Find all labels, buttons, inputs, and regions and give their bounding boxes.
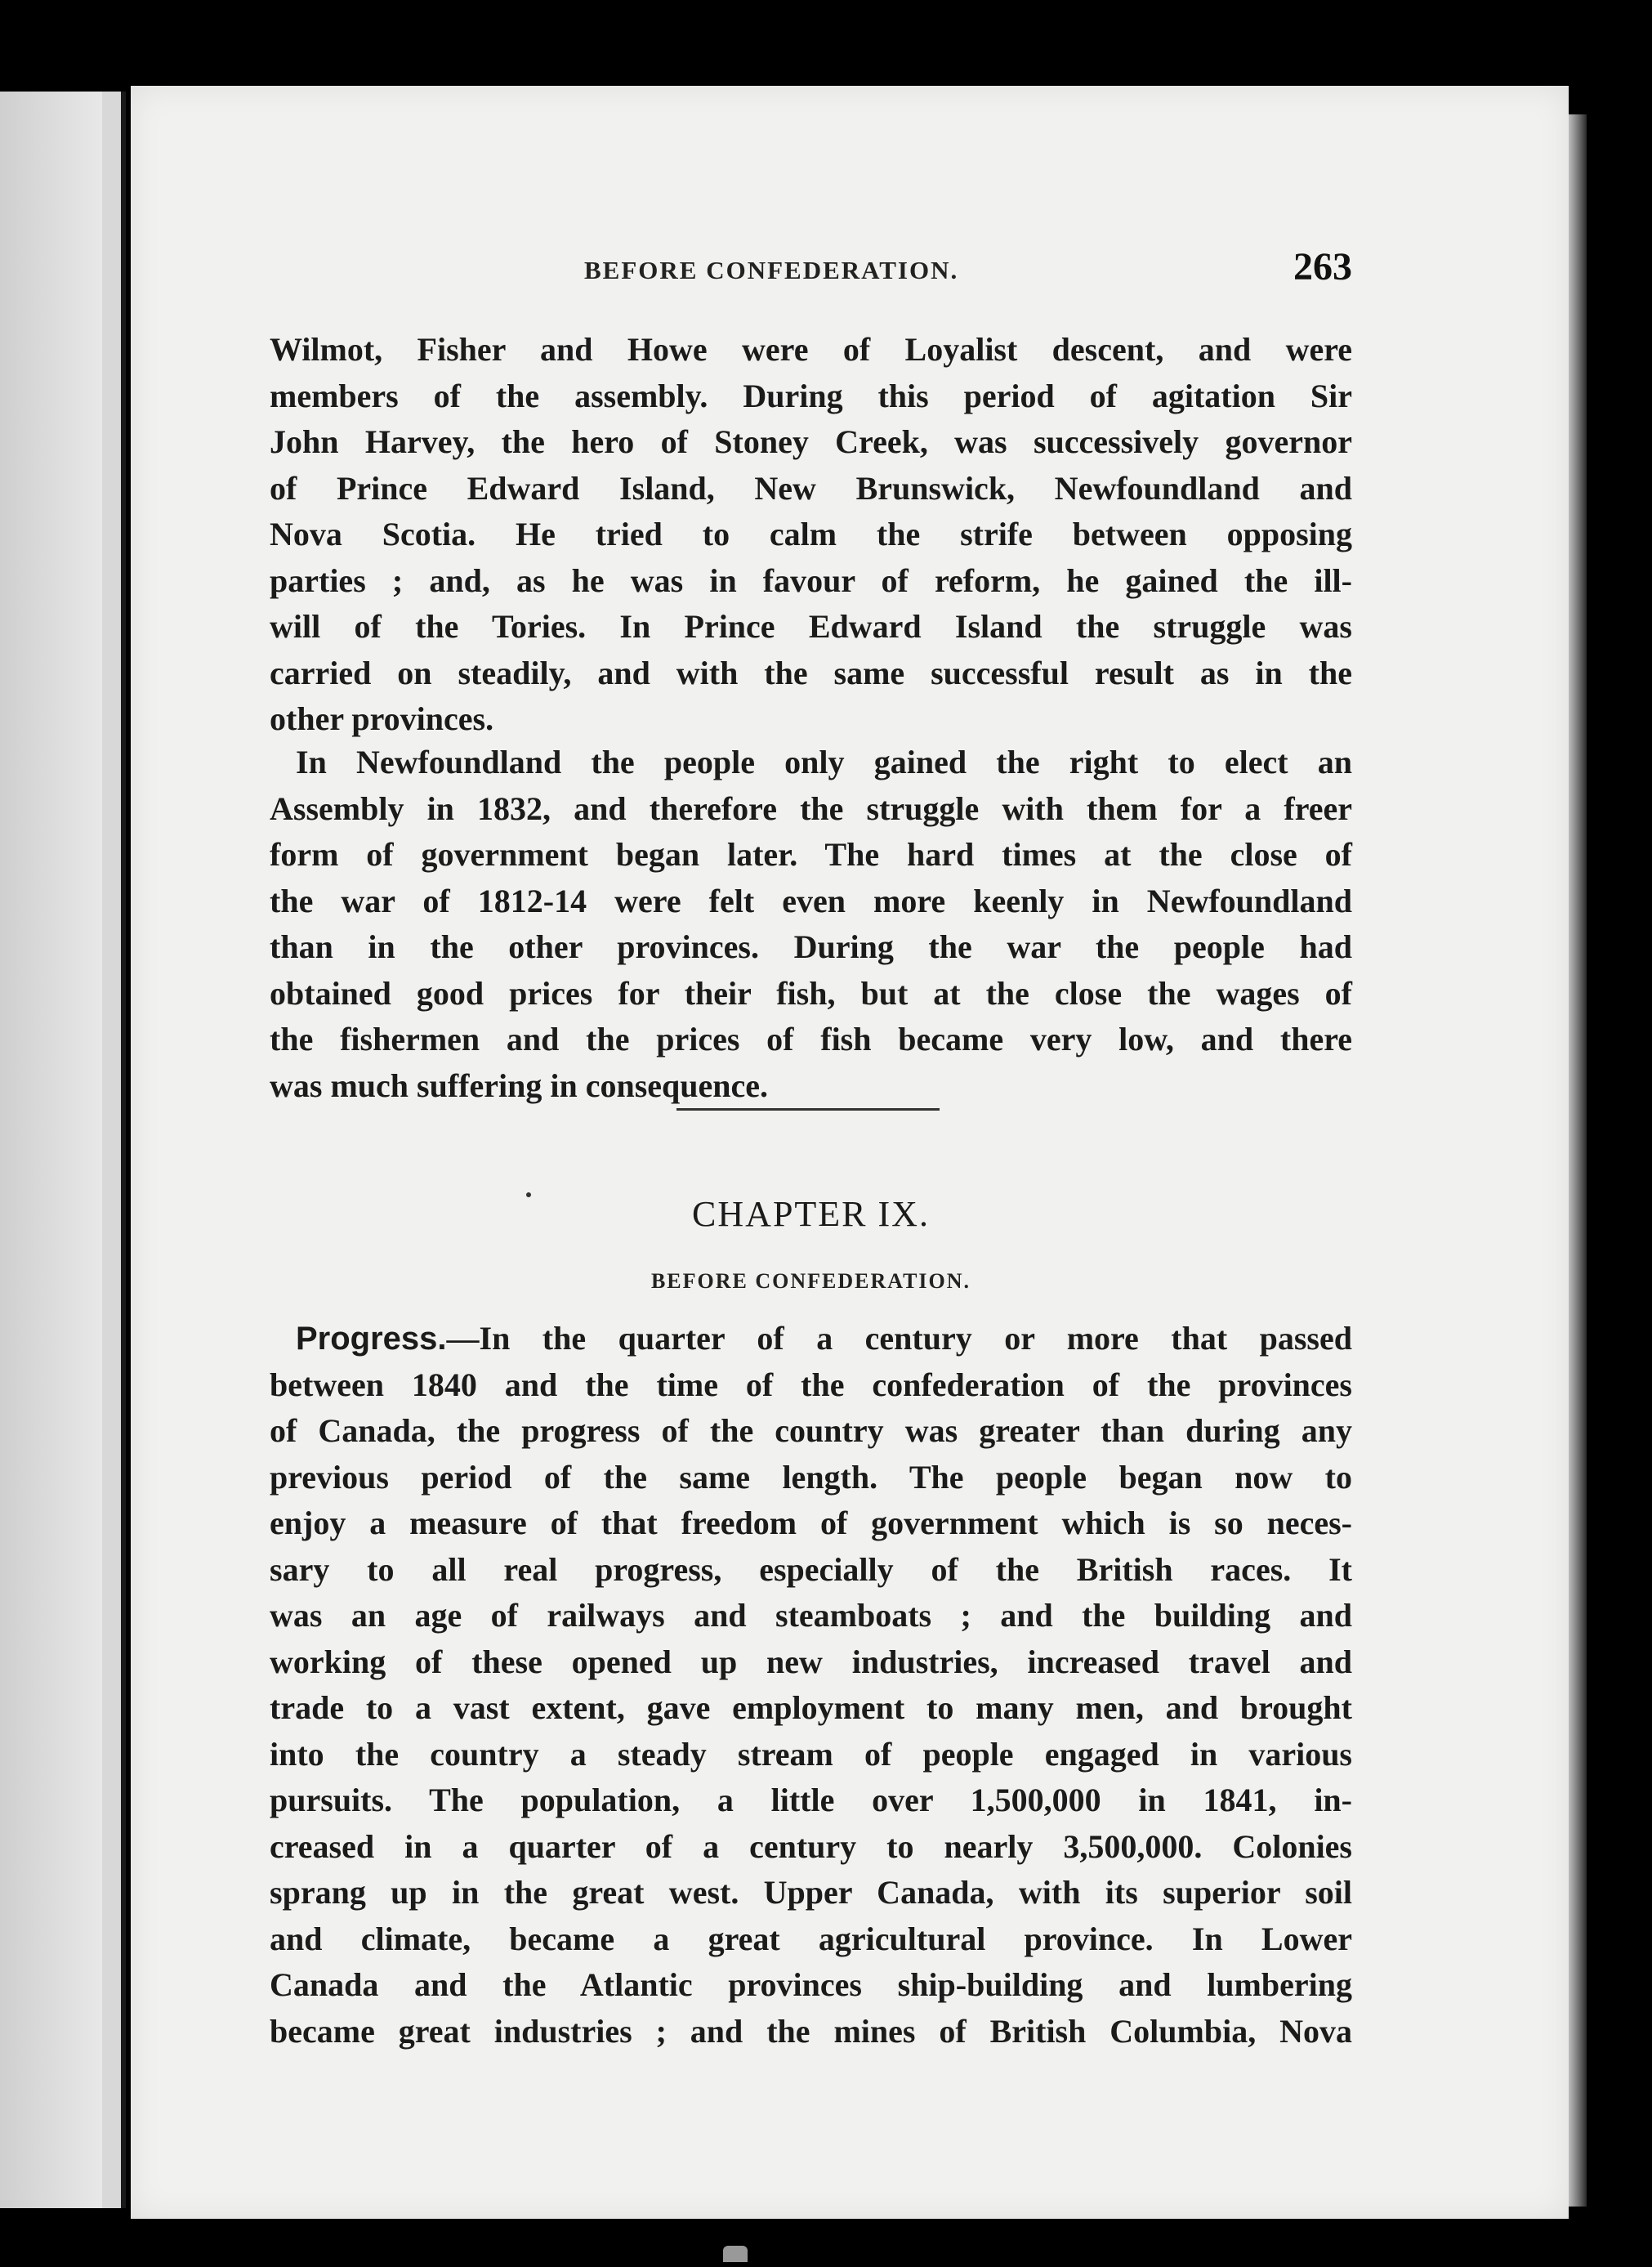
running-head-title: BEFORE CONFEDERATION. (584, 256, 959, 284)
page-bottom-mark (723, 2246, 748, 2262)
page-right-edge (1569, 114, 1587, 2207)
text-line: Canada and the Atlantic provinces ship-building and lumbering (270, 1966, 1352, 2003)
text-line: Nova Scotia. He tried to calm the strife between opposing (270, 516, 1352, 552)
text-line: of Prince Edward Island, New Brunswick, Newfoundland and (270, 469, 1352, 507)
section-lead: Progress. (296, 1321, 447, 1357)
paragraph-progress (270, 1316, 1352, 2055)
text-line: Wilmot, Fisher and Howe were of Loyalist descent, and were (270, 331, 1352, 368)
text-line-rest: —In the quarter of a century or more that passed (446, 1320, 1352, 1357)
text-line: between 1840 and the time of the confederation of the provinces (270, 1366, 1352, 1403)
text-line: than in the other provinces. During the war the people had (270, 928, 1352, 965)
text-line: became great industries ; and the mines of British Columbia, Nova (270, 2012, 1352, 2050)
text-line: enjoy a measure of that freedom of government which is so neces- (270, 1505, 1352, 1541)
text-line (270, 1316, 1352, 1362)
text-line: other provinces. (270, 700, 494, 737)
text-line: previous period of the same length. The people began now to (270, 1458, 1352, 1496)
text-line: of Canada, the progress of the country was greater than during any (270, 1412, 1352, 1449)
paragraph-2 (270, 740, 1352, 1109)
text-line: John Harvey, the hero of Stoney Creek, was successively governor (270, 423, 1352, 460)
text-line: the fishermen and the prices of fish became very low, and there (270, 1021, 1352, 1057)
text-line: into the country a steady stream of people engaged in various (270, 1735, 1352, 1773)
text-line: trade to a vast extent, gave employment to many men, and brought (270, 1689, 1352, 1726)
text-line: obtained good prices for their fish, but at the close the wages of (270, 974, 1352, 1012)
text-line: was an age of railways and steamboats ; and the building and (270, 1597, 1352, 1634)
text-line: will of the Tories. In Prince Edward Island the struggle was (270, 608, 1352, 645)
left-page-surface (0, 92, 102, 2208)
text-line: Assembly in 1832, and therefore the struggle with them for a freer (270, 789, 1352, 827)
text-line: members of the assembly. During this period of agitation Sir (270, 377, 1352, 414)
running-head (270, 245, 1352, 298)
chapter-subtitle: BEFORE CONFEDERATION. (650, 1269, 971, 1293)
text-line: creased in a quarter of a century to nearly 3,500,000. Colonies (270, 1827, 1352, 1865)
text-line: and climate, became a great agricultural province. In Lower (270, 1920, 1352, 1957)
text-line: the war of 1812-14 were felt even more keenly in Newfoundland (270, 882, 1352, 919)
text-line: sprang up in the great west. Upper Canada, with its superior soil (270, 1874, 1352, 1911)
left-page-edge (0, 92, 126, 2208)
paragraph-1 (270, 327, 1352, 743)
chapter-title: CHAPTER IX. (692, 1194, 930, 1234)
page-number: 263 (1293, 245, 1352, 288)
section-divider (676, 1108, 940, 1111)
text-line: working of these opened up new industries, increased travel and (270, 1643, 1352, 1680)
text-line: pursuits. The population, a little over 1,500,000 in 1841, in- (270, 1782, 1352, 1818)
text-line: sary to all real progress, especially of the British races. It (270, 1550, 1352, 1588)
text-line: form of government began later. The hard times at the close of (270, 836, 1352, 873)
text-line: was much suffering in consequence. (270, 1066, 769, 1104)
text-line: carried on steadily, and with the same successful result as in the (270, 654, 1352, 691)
text-line: parties ; and, as he was in favour of reform, he gained the ill- (270, 561, 1352, 599)
text-line: In Newfoundland the people only gained the right to elect an (296, 744, 1352, 780)
